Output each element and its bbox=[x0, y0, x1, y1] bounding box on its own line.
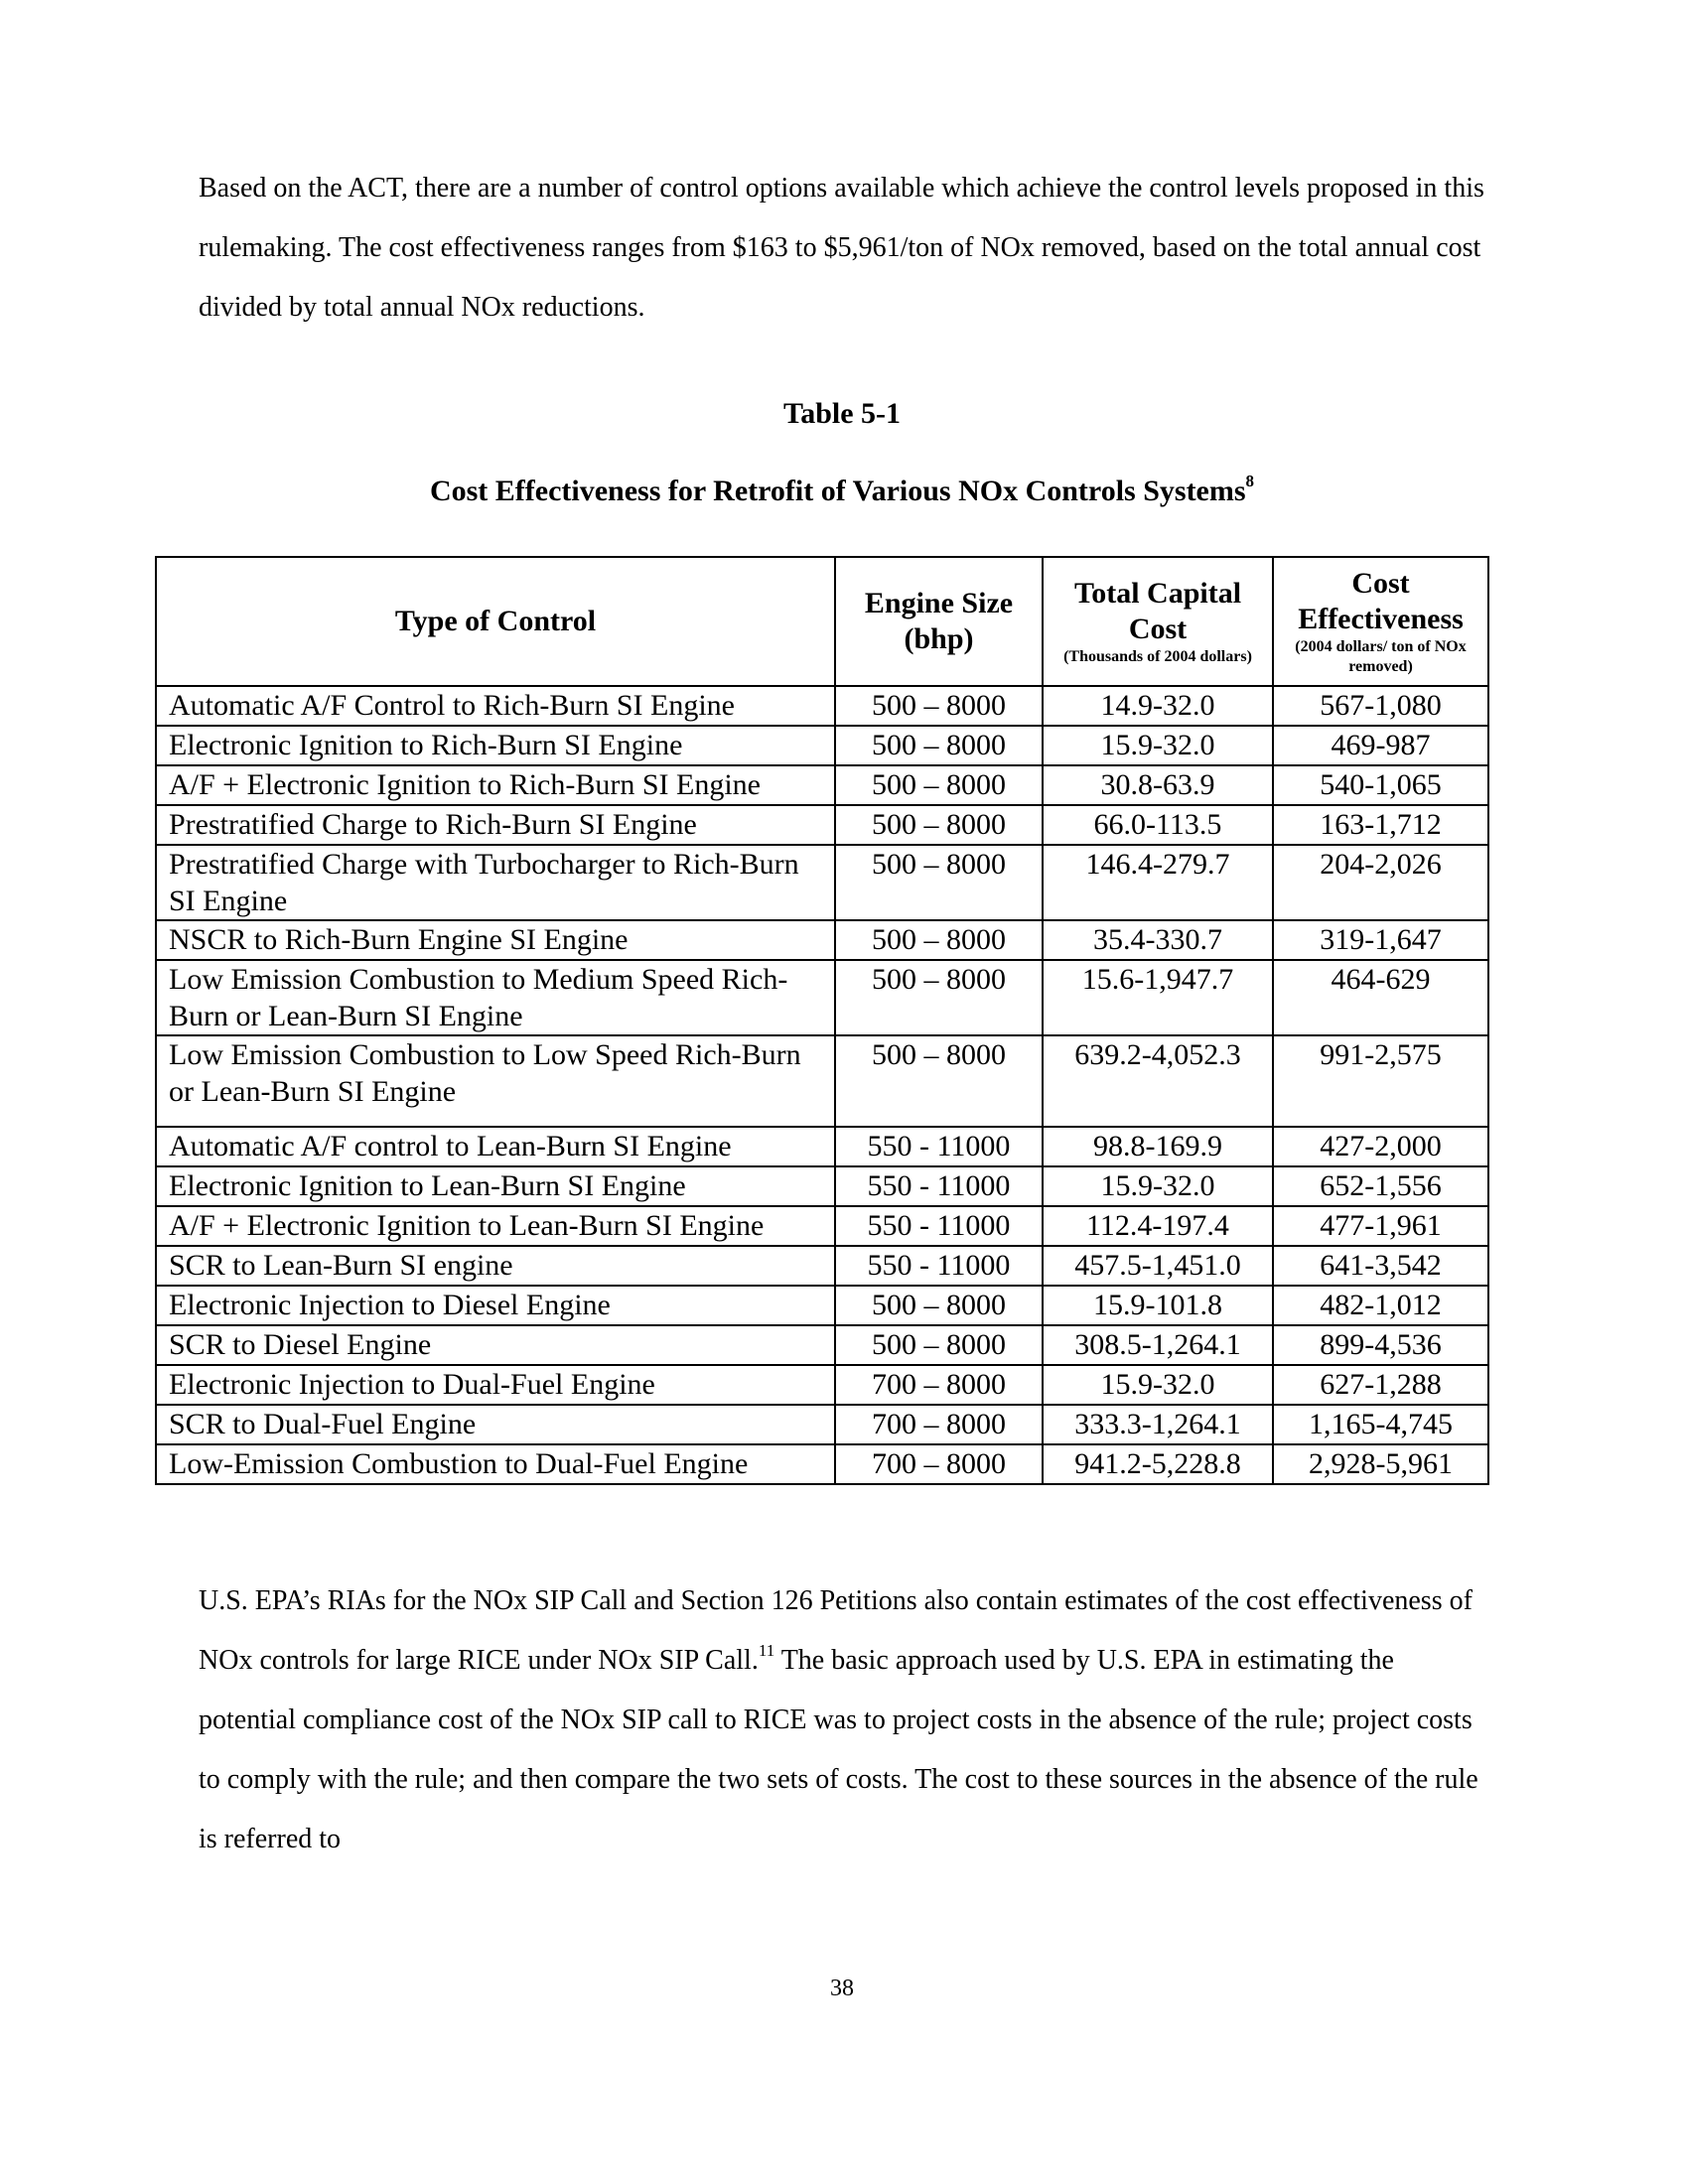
table-row bbox=[156, 1166, 1488, 1206]
footnote-reference: 11 bbox=[758, 1640, 775, 1660]
header-type-of-control: Type of Control bbox=[156, 557, 835, 686]
cell-type: Electronic Injection to Diesel Engine bbox=[156, 1286, 835, 1325]
cell-cost-effectiveness: 319-1,647 bbox=[1273, 920, 1488, 960]
cell-capital-cost: 30.8-63.9 bbox=[1043, 765, 1273, 805]
cell-engine-size: 700 – 8000 bbox=[835, 1405, 1043, 1444]
header-cost-effectiveness-label: Cost Effectiveness bbox=[1298, 567, 1464, 635]
cell-capital-cost: 15.9-32.0 bbox=[1043, 1166, 1273, 1206]
cell-capital-cost: 15.9-101.8 bbox=[1043, 1286, 1273, 1325]
cell-type: A/F + Electronic Ignition to Lean-Burn SI Engine bbox=[156, 1206, 835, 1246]
cell-type: Electronic Ignition to Rich-Burn SI Engine bbox=[156, 726, 835, 765]
cell-engine-size: 700 – 8000 bbox=[835, 1365, 1043, 1405]
table-row bbox=[156, 960, 1488, 1035]
table-row bbox=[156, 1286, 1488, 1325]
cell-cost-effectiveness: 2,928-5,961 bbox=[1273, 1444, 1488, 1484]
cell-engine-size: 550 - 11000 bbox=[835, 1246, 1043, 1286]
cell-engine-size: 500 – 8000 bbox=[835, 686, 1043, 726]
header-engine-size-label: Engine Size bbox=[864, 587, 1014, 619]
cell-engine-size: 500 – 8000 bbox=[835, 960, 1043, 1035]
paragraph-text-end: The basic approach used by U.S. EPA in estimating the potential compliance cost of the NOx SIP call to RICE was to project costs in the absence of the rule; project costs to comply with the rule; and then compare the two sets of costs. The cost to these sources in the absence of the rule is referred to bbox=[199, 1645, 1478, 1854]
cell-capital-cost: 15.6-1,947.7 bbox=[1043, 960, 1273, 1035]
cell-capital-cost: 457.5-1,451.0 bbox=[1043, 1246, 1273, 1286]
cell-type: Prestratified Charge with Turbocharger to Rich-Burn SI Engine bbox=[156, 845, 835, 920]
cell-cost-effectiveness: 641-3,542 bbox=[1273, 1246, 1488, 1286]
table-row bbox=[156, 1246, 1488, 1286]
cell-capital-cost: 639.2-4,052.3 bbox=[1043, 1035, 1273, 1127]
header-cost-effectiveness-unit: (2004 dollars/ ton of NOx removed) bbox=[1295, 638, 1467, 675]
cell-cost-effectiveness: 427-2,000 bbox=[1273, 1127, 1488, 1166]
cell-type: Automatic A/F Control to Rich-Burn SI Engine bbox=[156, 686, 835, 726]
table-title bbox=[0, 472, 1684, 508]
header-cost-effectiveness bbox=[1273, 557, 1488, 686]
header-capital-cost-unit: (Thousands of 2004 dollars) bbox=[1063, 648, 1252, 665]
cell-cost-effectiveness: 567-1,080 bbox=[1273, 686, 1488, 726]
cell-capital-cost: 14.9-32.0 bbox=[1043, 686, 1273, 726]
cell-type: A/F + Electronic Ignition to Rich-Burn SI Engine bbox=[156, 765, 835, 805]
cell-capital-cost: 308.5-1,264.1 bbox=[1043, 1325, 1273, 1365]
cell-type: Low Emission Combustion to Low Speed Rich-Burn or Lean-Burn SI Engine bbox=[156, 1035, 835, 1127]
cell-engine-size: 550 - 11000 bbox=[835, 1127, 1043, 1166]
table-row bbox=[156, 1325, 1488, 1365]
cell-capital-cost: 35.4-330.7 bbox=[1043, 920, 1273, 960]
cell-engine-size: 550 - 11000 bbox=[835, 1166, 1043, 1206]
table-row bbox=[156, 726, 1488, 765]
cell-type: NSCR to Rich-Burn Engine SI Engine bbox=[156, 920, 835, 960]
cell-engine-size: 700 – 8000 bbox=[835, 1444, 1043, 1484]
cell-capital-cost: 146.4-279.7 bbox=[1043, 845, 1273, 920]
table-row bbox=[156, 1444, 1488, 1484]
header-engine-size-unit: (bhp) bbox=[904, 622, 974, 655]
cell-cost-effectiveness: 540-1,065 bbox=[1273, 765, 1488, 805]
cell-type: Low-Emission Combustion to Dual-Fuel Engine bbox=[156, 1444, 835, 1484]
table-row bbox=[156, 686, 1488, 726]
header-engine-size bbox=[835, 557, 1043, 686]
cell-type: Low Emission Combustion to Medium Speed Rich-Burn or Lean-Burn SI Engine bbox=[156, 960, 835, 1035]
header-capital-cost-label: Total Capital Cost bbox=[1073, 577, 1242, 645]
cell-engine-size: 550 - 11000 bbox=[835, 1206, 1043, 1246]
cell-capital-cost: 112.4-197.4 bbox=[1043, 1206, 1273, 1246]
cell-cost-effectiveness: 204-2,026 bbox=[1273, 845, 1488, 920]
cell-capital-cost: 333.3-1,264.1 bbox=[1043, 1405, 1273, 1444]
cell-type: SCR to Diesel Engine bbox=[156, 1325, 835, 1365]
cell-capital-cost: 66.0-113.5 bbox=[1043, 805, 1273, 845]
table-header-row bbox=[156, 557, 1488, 686]
header-capital-cost bbox=[1043, 557, 1273, 686]
table-row bbox=[156, 1127, 1488, 1166]
cell-type: Electronic Injection to Dual-Fuel Engine bbox=[156, 1365, 835, 1405]
cell-engine-size: 500 – 8000 bbox=[835, 1035, 1043, 1127]
cell-engine-size: 500 – 8000 bbox=[835, 1286, 1043, 1325]
cell-engine-size: 500 – 8000 bbox=[835, 1325, 1043, 1365]
table-number: Table 5-1 bbox=[782, 397, 902, 430]
page-number: 38 bbox=[830, 1976, 854, 2001]
cell-type: Electronic Ignition to Lean-Burn SI Engine bbox=[156, 1166, 835, 1206]
cell-type: Prestratified Charge to Rich-Burn SI Engine bbox=[156, 805, 835, 845]
table-title-footnote: 8 bbox=[1245, 472, 1255, 490]
cell-engine-size: 500 – 8000 bbox=[835, 726, 1043, 765]
table-row bbox=[156, 1035, 1488, 1127]
cell-cost-effectiveness: 464-629 bbox=[1273, 960, 1488, 1035]
cell-cost-effectiveness: 477-1,961 bbox=[1273, 1206, 1488, 1246]
cell-engine-size: 500 – 8000 bbox=[835, 845, 1043, 920]
cell-cost-effectiveness: 1,165-4,745 bbox=[1273, 1405, 1488, 1444]
cell-cost-effectiveness: 899-4,536 bbox=[1273, 1325, 1488, 1365]
table-row bbox=[156, 845, 1488, 920]
cell-type: Automatic A/F control to Lean-Burn SI Engine bbox=[156, 1127, 835, 1166]
body-paragraph-intro: Based on the ACT, there are a number of control options available which achieve the control levels proposed in this rulemaking. The cost effectiveness ranges from $163 to $5,961/ton of NOx removed, based on the total annual cost divided by total annual NOx reductions. bbox=[199, 173, 1484, 323]
table-row bbox=[156, 920, 1488, 960]
table-row bbox=[156, 1206, 1488, 1246]
cell-capital-cost: 15.9-32.0 bbox=[1043, 1365, 1273, 1405]
cell-capital-cost: 98.8-169.9 bbox=[1043, 1127, 1273, 1166]
cell-cost-effectiveness: 652-1,556 bbox=[1273, 1166, 1488, 1206]
body-paragraph-ria bbox=[199, 1571, 1489, 1869]
cell-cost-effectiveness: 163-1,712 bbox=[1273, 805, 1488, 845]
cell-engine-size: 500 – 8000 bbox=[835, 765, 1043, 805]
cell-type: SCR to Dual-Fuel Engine bbox=[156, 1405, 835, 1444]
cell-cost-effectiveness: 482-1,012 bbox=[1273, 1286, 1488, 1325]
table-row bbox=[156, 1365, 1488, 1405]
table-row bbox=[156, 805, 1488, 845]
cell-engine-size: 500 – 8000 bbox=[835, 805, 1043, 845]
table-row bbox=[156, 765, 1488, 805]
table-title-text: Cost Effectiveness for Retrofit of Various NOx Controls Systems bbox=[429, 475, 1246, 507]
cell-engine-size: 500 – 8000 bbox=[835, 920, 1043, 960]
cell-cost-effectiveness: 469-987 bbox=[1273, 726, 1488, 765]
cell-cost-effectiveness: 991-2,575 bbox=[1273, 1035, 1488, 1127]
cost-effectiveness-table bbox=[155, 556, 1489, 1485]
cell-capital-cost: 941.2-5,228.8 bbox=[1043, 1444, 1273, 1484]
cell-type: SCR to Lean-Burn SI engine bbox=[156, 1246, 835, 1286]
cell-cost-effectiveness: 627-1,288 bbox=[1273, 1365, 1488, 1405]
table-row bbox=[156, 1405, 1488, 1444]
paragraph-text-start: U.S. EPA’s RIAs for the NOx SIP Call and Section 126 Petitions also contain estimates of the cost effectiveness of NOx controls for large RICE under NOx SIP Call. bbox=[199, 1585, 1473, 1676]
cell-capital-cost: 15.9-32.0 bbox=[1043, 726, 1273, 765]
